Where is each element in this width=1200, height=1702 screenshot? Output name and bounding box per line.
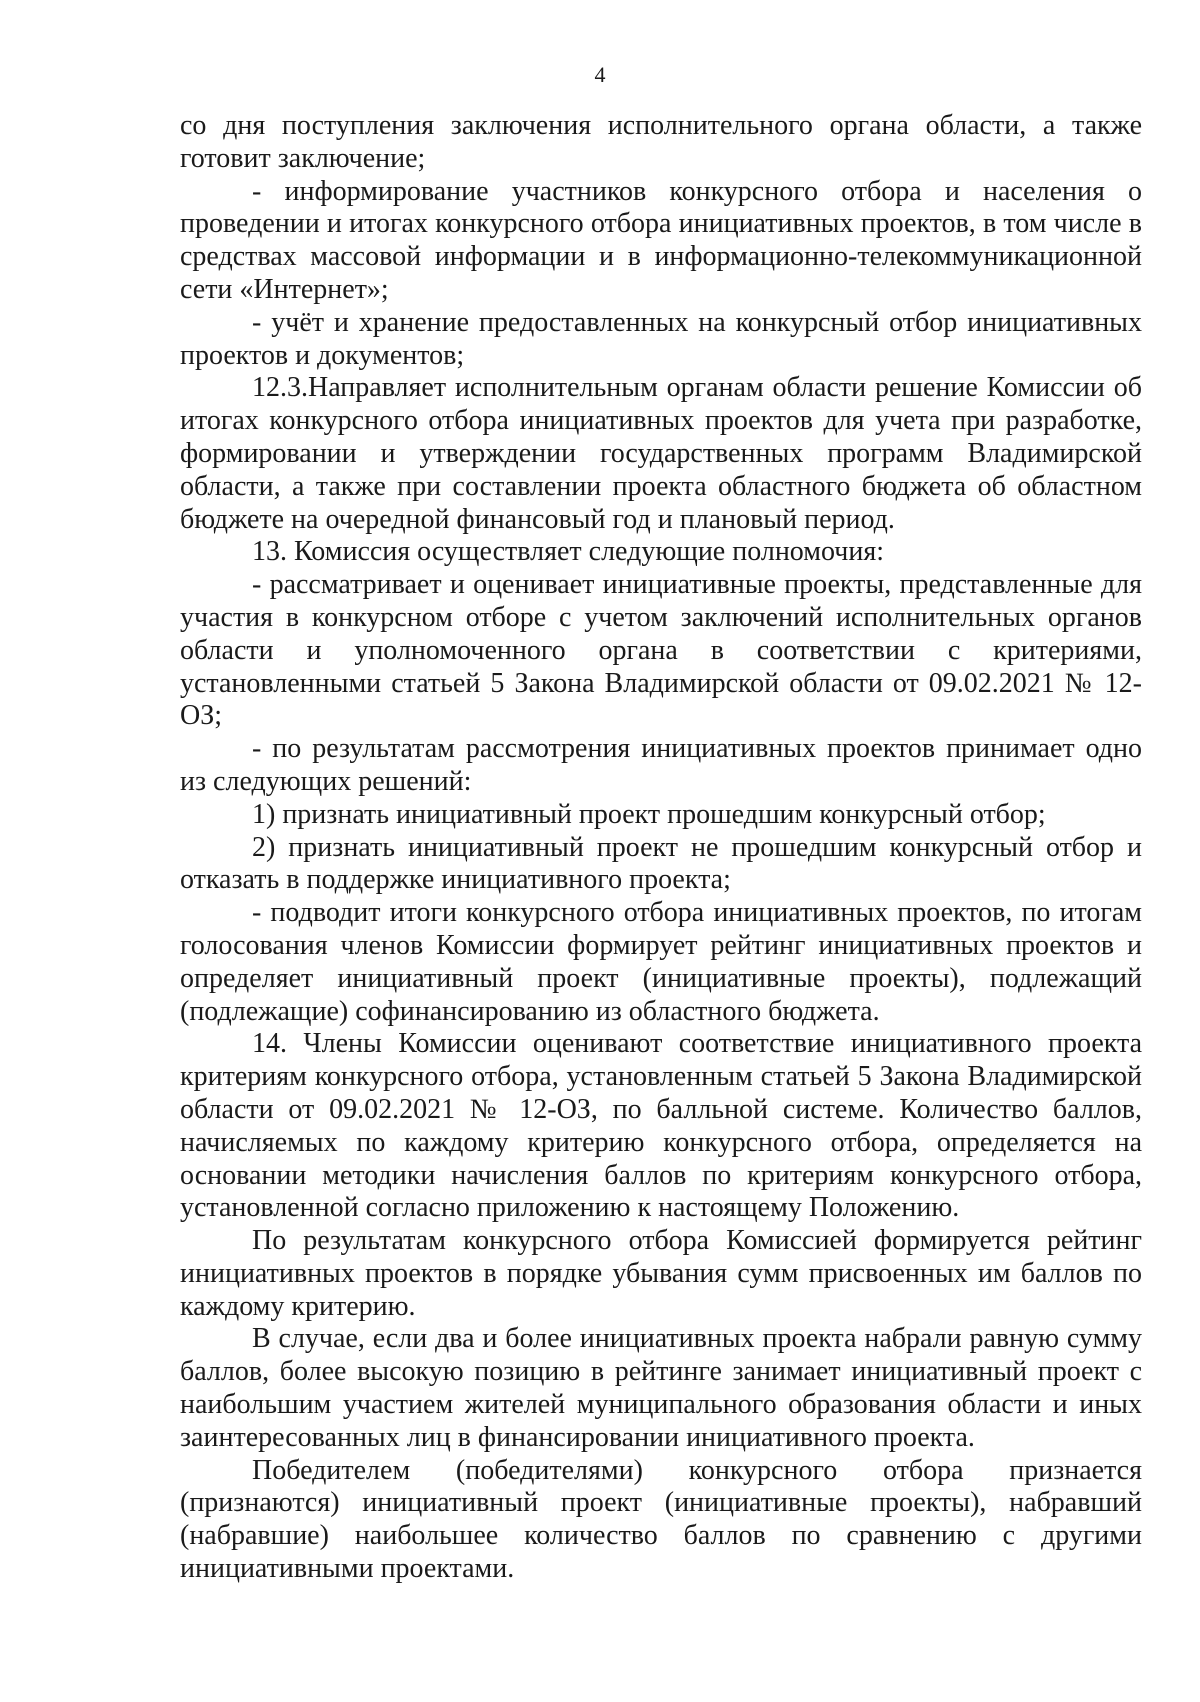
page-number: 4 [594,62,606,87]
paragraph: 12.3.Направляет исполнительным органам области решение Комиссии об итогах конкурсного отбора инициативных проектов для учета при разработке, формировании и утверждении государственных программ Владимирской области, а также при составлении проекта областного бюджета об областном бюджете на очередной финансовый год и плановый период. [180,372,1142,535]
paragraph: В случае, если два и более инициативных проекта набрали равную сумму баллов, более высокую позицию в рейтинге занимает инициативный проект с наибольшим участием жителей муниципального образования области и иных заинтересованных лиц в финансировании инициативного проекта. [180,1323,1142,1453]
paragraph: 14. Члены Комиссии оценивают соответствие инициативного проекта критериям конкурсного отбора, установленным статьей 5 Закона Владимирской области от 09.02.2021 № 12-ОЗ, по балльной системе. Количество баллов, начисляемых по каждому критерию конкурсного отбора, определяется на основании методики начисления баллов по критериям конкурсного отбора, установленной согласно приложению к настоящему Положению. [180,1028,1142,1224]
paragraph: 1) признать инициативный проект прошедшим конкурсный отбор; [252,798,1046,830]
paragraph: По результатам конкурсного отбора Комиссией формируется рейтинг инициативных проектов в порядке убывания сумм присвоенных им баллов по каждому критерию. [180,1225,1142,1322]
paragraph: - рассматривает и оценивает инициативные проекты, представленные для участия в конкурсном отборе с учетом заключений исполнительных органов области и уполномоченного органа в соответствии с критериями, установленными статьей 5 Закона Владимирской области от 09.02.2021 № 12-ОЗ; [180,569,1142,732]
paragraph: - информирование участников конкурсного отбора и населения о проведении и итогах конкурсного отбора инициативных проектов, в том числе в средствах массовой информации и в информационно-телекоммуникационной сети «Интернет»; [180,175,1142,305]
paragraph: Победителем (победителями) конкурсного отбора признается (признаются) инициативный проект (инициативные проекты), набравший (набравшие) наибольшее количество баллов по сравнению с другими инициативными проектами. [180,1454,1142,1585]
paragraph: со дня поступления заключения исполнительного органа области, а также готовит заключение; [180,110,1142,174]
paragraph: 13. Комиссия осуществляет следующие полномочия: [252,536,884,568]
paragraph: - по результатам рассмотрения инициативных проектов принимает одно из следующих решений: [180,733,1142,797]
paragraph: - учёт и хранение предоставленных на конкурсный отбор инициативных проектов и документов; [180,306,1142,371]
document-body [180,110,1142,1586]
paragraph: 2) признать инициативный проект не прошедшим конкурсный отбор и отказать в поддержке инициативного проекта; [180,831,1142,896]
paragraph: - подводит итоги конкурсного отбора инициативных проектов, по итогам голосования членов Комиссии формирует рейтинг инициативных проектов и определяет инициативный проект (инициативные проекты), подлежащий (подлежащие) софинансированию из областного бюджета. [180,897,1142,1027]
